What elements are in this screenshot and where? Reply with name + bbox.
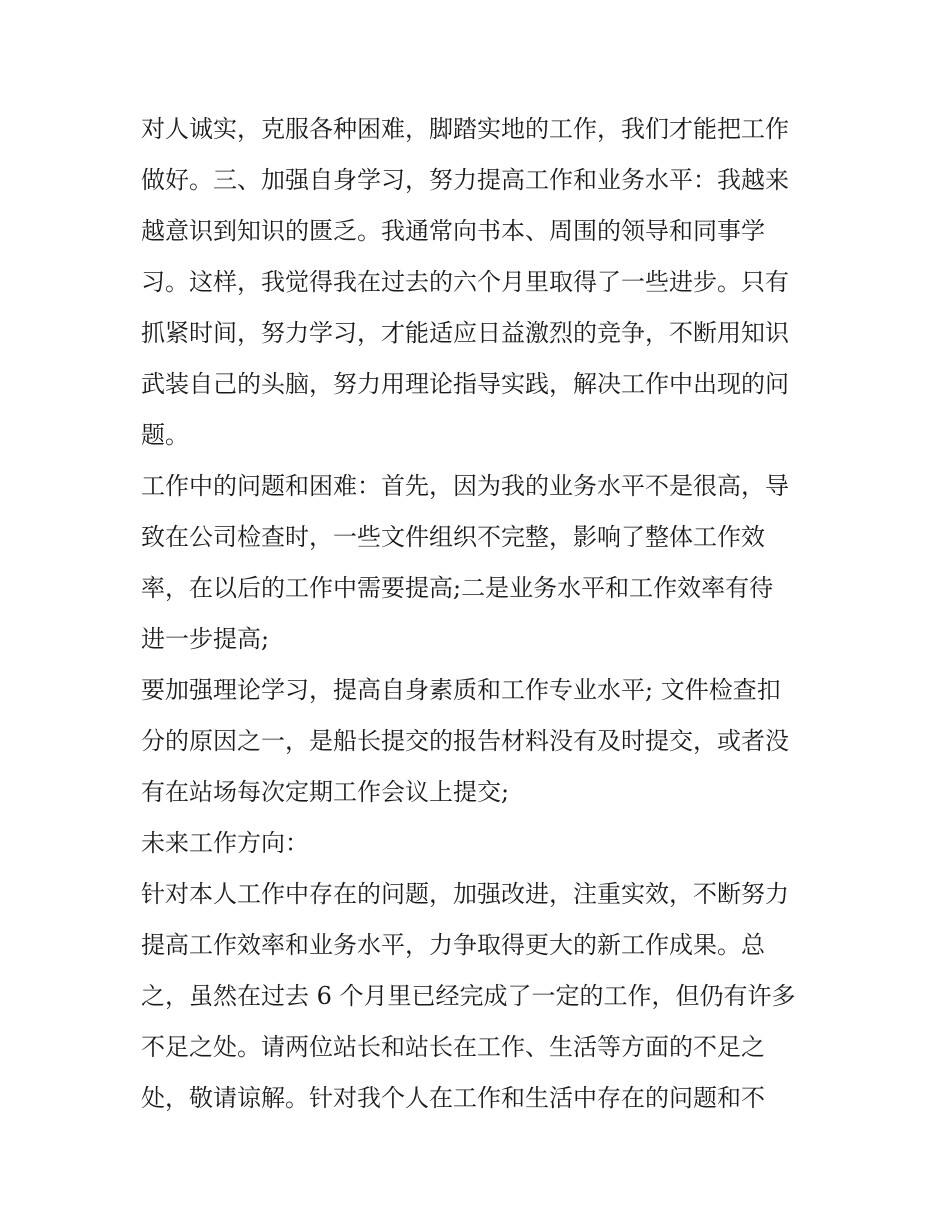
text-line: 工作中的问题和困难：首先，因为我的业务水平不是很高，导 <box>141 472 789 500</box>
text-line: 之，虽然在过去 6 个月里已经完成了一定的工作，但仍有许多 <box>141 982 796 1010</box>
text-line: 武装自己的头脑，努力用理论指导实践，解决工作中出现的问 <box>141 370 789 398</box>
text-line: 分的原因之一，是船长提交的报告材料没有及时提交，或者没 <box>141 727 789 755</box>
text-line: 对人诚实，克服各种困难，脚踏实地的工作，我们才能把工作 <box>141 115 789 143</box>
text-line: 提高工作效率和业务水平，力争取得更大的新工作成果。总 <box>141 931 765 959</box>
text-line: 越意识到知识的匮乏。我通常向书本、周围的领导和同事学 <box>141 217 765 245</box>
text-line: 不足之处。请两位站长和站长在工作、生活等方面的不足之 <box>141 1033 765 1061</box>
text-line: 处，敬请谅解。针对我个人在工作和生活中存在的问题和不 <box>141 1084 765 1112</box>
text-line: 习。这样，我觉得我在过去的六个月里取得了一些进步。只有 <box>141 268 789 296</box>
document-body <box>141 104 821 1124</box>
text-line: 题。 <box>141 421 189 449</box>
text-line: 做好。三、加强自身学习，努力提高工作和业务水平：我越来 <box>141 166 789 194</box>
text-line: 有在站场每次定期工作会议上提交; <box>141 778 510 806</box>
section-heading: 未来工作方向： <box>141 829 309 857</box>
text-line: 率，在以后的工作中需要提高;二是业务水平和工作效率有待 <box>141 574 774 602</box>
text-line: 抓紧时间，努力学习，才能适应日益激烈的竞争，不断用知识 <box>141 319 789 347</box>
text-line: 致在公司检查时，一些文件组织不完整，影响了整体工作效 <box>141 523 765 551</box>
text-line: 进一步提高; <box>141 625 270 653</box>
text-line: 要加强理论学习，提高自身素质和工作专业水平; 文件检查扣 <box>141 676 781 704</box>
text-line: 针对本人工作中存在的问题，加强改进，注重实效，不断努力 <box>141 880 789 908</box>
